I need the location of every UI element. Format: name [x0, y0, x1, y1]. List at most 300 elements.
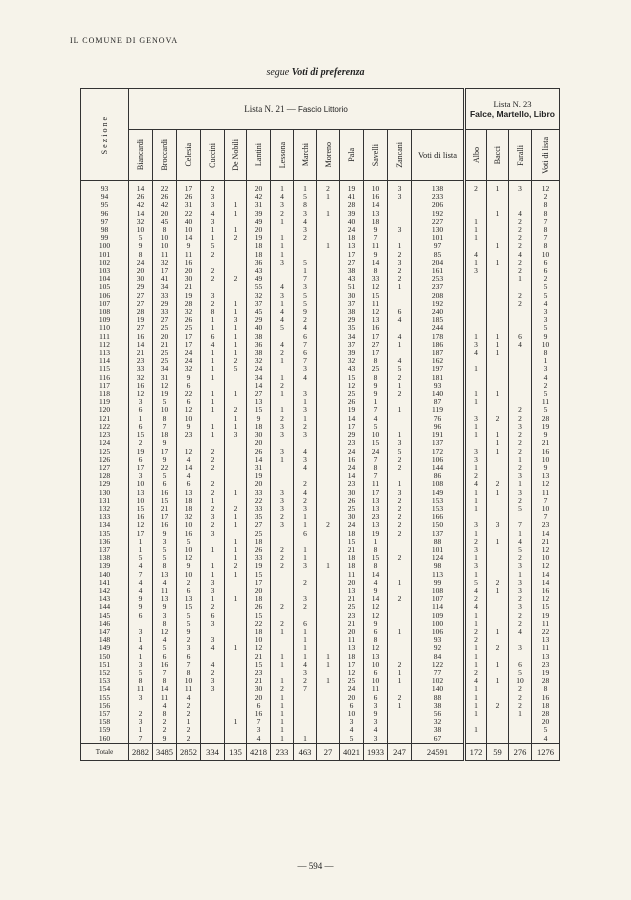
table-row [81, 201, 560, 209]
table-row [81, 357, 560, 365]
candidate-header: Celesia [177, 130, 201, 181]
vote-cell [487, 374, 509, 382]
vote-cell: 98 [412, 562, 465, 570]
vote-cell: 3 [294, 390, 317, 398]
vote-cell: 5 [271, 324, 294, 332]
vote-cell: 15 [364, 292, 388, 300]
sezione-cell: 100 [81, 242, 129, 250]
vote-cell: 8 [201, 308, 225, 316]
vote-cell: 1 [294, 636, 317, 644]
vote-cell [487, 324, 509, 332]
vote-cell: 3 [465, 562, 487, 570]
vote-cell: 1 [388, 677, 412, 685]
vote-cell: 17 [340, 251, 364, 259]
vote-cell: 21 [129, 349, 153, 357]
vote-cell [271, 669, 294, 677]
vote-cell: 30 [340, 292, 364, 300]
vote-cell: 7 [364, 234, 388, 242]
vote-cell: 1 [487, 628, 509, 636]
sezione-cell: 157 [81, 710, 129, 718]
vote-cell: 40 [177, 218, 201, 226]
vote-cell: 2 [177, 636, 201, 644]
vote-cell: 19 [340, 181, 364, 194]
vote-cell: 3 [201, 292, 225, 300]
vote-cell [271, 226, 294, 234]
vote-cell: 27 [247, 521, 271, 529]
sezione-cell: 123 [81, 431, 129, 439]
vote-cell: 253 [412, 275, 465, 283]
vote-cell: 4 [129, 562, 153, 570]
vote-cell: 21 [532, 538, 560, 546]
vote-cell: 38 [247, 349, 271, 357]
vote-cell: 16 [129, 382, 153, 390]
sezione-cell: 154 [81, 685, 129, 693]
vote-cell: 2 [509, 685, 532, 693]
vote-cell: 1 [388, 579, 412, 587]
table-row [81, 587, 560, 595]
vote-cell [487, 735, 509, 744]
vote-cell: 3 [340, 718, 364, 726]
vote-cell: 1 [271, 677, 294, 685]
vote-cell: 2 [201, 448, 225, 456]
candidate-header: Faralli [509, 130, 532, 181]
vote-cell: 3 [294, 456, 317, 464]
vote-cell: 33 [153, 292, 177, 300]
vote-cell: 14 [364, 201, 388, 209]
vote-cell: 3 [294, 669, 317, 677]
vote-cell: 1 [201, 497, 225, 505]
vote-cell: 2 [465, 636, 487, 644]
vote-cell: 25 [153, 349, 177, 357]
vote-cell: 29 [129, 283, 153, 291]
vote-cell: 5 [388, 365, 412, 373]
vote-cell [388, 685, 412, 693]
vote-cell: 2 [294, 316, 317, 324]
vote-cell: 1 [225, 341, 247, 349]
vote-cell [388, 349, 412, 357]
sezione-cell: 143 [81, 595, 129, 603]
vote-cell [465, 292, 487, 300]
vote-cell [317, 324, 340, 332]
vote-cell: 31 [247, 464, 271, 472]
vote-cell [317, 710, 340, 718]
vote-cell: 13 [247, 398, 271, 406]
vote-cell: 2 [294, 579, 317, 587]
vote-cell: 12 [532, 480, 560, 488]
vote-cell: 13 [153, 571, 177, 579]
vote-cell: 2 [271, 685, 294, 693]
vote-cell [317, 735, 340, 744]
vote-cell [487, 316, 509, 324]
vote-cell: 3 [388, 489, 412, 497]
sezione-cell: 130 [81, 489, 129, 497]
vote-cell: 1 [388, 283, 412, 291]
vote-cell: 19 [532, 612, 560, 620]
vote-cell [317, 497, 340, 505]
vote-cell: 1 [129, 538, 153, 546]
vote-cell: 32 [340, 357, 364, 365]
vote-cell: 25 [153, 324, 177, 332]
vote-cell: 4 [294, 661, 317, 669]
vote-cell: 1 [465, 644, 487, 652]
vote-cell: 13 [340, 644, 364, 652]
vote-cell [201, 702, 225, 710]
sezione-cell: 97 [81, 218, 129, 226]
vote-cell: 2 [509, 234, 532, 242]
vote-cell [317, 464, 340, 472]
vote-cell: 21 [247, 653, 271, 661]
vote-cell: 17 [153, 267, 177, 275]
vote-cell [225, 251, 247, 259]
candidate-header: Marchi [294, 130, 317, 181]
vote-cell: 3 [271, 292, 294, 300]
vote-cell [317, 234, 340, 242]
vote-cell [271, 365, 294, 373]
vote-cell [317, 292, 340, 300]
vote-cell: 2 [177, 726, 201, 734]
vote-cell: 16 [177, 259, 201, 267]
vote-cell: 88 [412, 694, 465, 702]
vote-cell: 4 [153, 702, 177, 710]
vote-cell: 5 [225, 365, 247, 373]
vote-cell [129, 620, 153, 628]
vote-cell: 2 [129, 710, 153, 718]
vote-cell: 15 [364, 439, 388, 447]
vote-cell: 10 [340, 710, 364, 718]
candidate-header: Cuccini [201, 130, 225, 181]
sezione-cell: 148 [81, 636, 129, 644]
vote-cell [294, 702, 317, 710]
total-cell: 1933 [364, 743, 388, 760]
vote-cell: 32 [153, 259, 177, 267]
vote-cell: 6 [294, 349, 317, 357]
vote-cell: 1 [465, 423, 487, 431]
vote-cell: 19 [177, 292, 201, 300]
vote-cell: 1 [129, 653, 153, 661]
vote-cell: 7 [364, 406, 388, 414]
vote-cell: 7 [509, 521, 532, 529]
vote-cell: 4 [509, 628, 532, 636]
table-row [81, 571, 560, 579]
table-row [81, 439, 560, 447]
vote-cell [225, 669, 247, 677]
vote-cell: 32 [177, 513, 201, 521]
vote-cell: 1 [225, 521, 247, 529]
vote-cell: 9 [364, 251, 388, 259]
vote-cell: 106 [412, 628, 465, 636]
sezione-cell: 112 [81, 341, 129, 349]
vote-cell [317, 415, 340, 423]
vote-cell [271, 538, 294, 546]
vote-cell [487, 603, 509, 611]
vote-cell: 208 [412, 292, 465, 300]
vote-cell: 3 [509, 587, 532, 595]
vote-cell [465, 275, 487, 283]
vote-cell [271, 571, 294, 579]
vote-cell: 36 [247, 259, 271, 267]
table-row [81, 661, 560, 669]
page-number: — 594 — [297, 861, 334, 871]
vote-cell: 1 [487, 181, 509, 194]
vote-cell: 1 [271, 726, 294, 734]
vote-cell: 10 [364, 661, 388, 669]
vote-cell: 3 [364, 735, 388, 744]
vote-cell: 2 [509, 612, 532, 620]
vote-cell: 2 [465, 595, 487, 603]
vote-cell: 11 [364, 480, 388, 488]
vote-cell: 96 [412, 423, 465, 431]
vote-cell: 1 [388, 480, 412, 488]
vote-cell: 4 [294, 218, 317, 226]
sezione-cell: 146 [81, 620, 129, 628]
vote-cell: 2 [201, 267, 225, 275]
vote-cell: 1 [294, 644, 317, 652]
sezione-cell: 147 [81, 628, 129, 636]
vote-cell: 1 [129, 726, 153, 734]
vote-cell: 1 [388, 341, 412, 349]
table-row [81, 677, 560, 685]
vote-cell: 27 [129, 300, 153, 308]
vote-cell: 12 [364, 644, 388, 652]
vote-cell: 4 [532, 374, 560, 382]
vote-cell: 17 [364, 349, 388, 357]
vote-cell [487, 464, 509, 472]
vote-cell: 1 [465, 497, 487, 505]
vote-cell: 11 [129, 685, 153, 693]
table-row [81, 308, 560, 316]
vote-cell: 4 [465, 603, 487, 611]
vote-cell: 49 [247, 275, 271, 283]
total-cell: 2882 [129, 743, 153, 760]
table-row [81, 505, 560, 513]
vote-cell: 10 [153, 234, 177, 242]
candidate-header: Voti di lista [532, 130, 560, 181]
vote-cell: 67 [412, 735, 465, 744]
vote-cell: 32 [247, 292, 271, 300]
vote-cell [317, 685, 340, 693]
vote-cell [317, 530, 340, 538]
candidate-header: Lantini [247, 130, 271, 181]
sezione-cell: 98 [81, 226, 129, 234]
sezione-cell: 136 [81, 538, 129, 546]
vote-cell [388, 620, 412, 628]
vote-cell: 99 [412, 579, 465, 587]
table-row [81, 275, 560, 283]
vote-cell: 7 [532, 234, 560, 242]
vote-cell: 2 [177, 735, 201, 744]
vote-cell [271, 636, 294, 644]
vote-cell: 4 [294, 464, 317, 472]
vote-cell: 2 [509, 595, 532, 603]
vote-cell [487, 669, 509, 677]
vote-cell: 10 [509, 677, 532, 685]
vote-cell: 1 [294, 521, 317, 529]
vote-cell: 9 [364, 382, 388, 390]
vote-cell: 3 [225, 316, 247, 324]
vote-cell: 1 [201, 390, 225, 398]
vote-cell: 178 [412, 333, 465, 341]
vote-cell [487, 513, 509, 521]
vote-cell: 39 [340, 210, 364, 218]
vote-cell: 4 [509, 251, 532, 259]
vote-cell [465, 439, 487, 447]
vote-cell [317, 472, 340, 480]
sezione-cell: 125 [81, 448, 129, 456]
vote-cell: 13 [532, 636, 560, 644]
vote-cell [225, 702, 247, 710]
vote-cell: 3 [177, 644, 201, 652]
vote-cell: 4 [271, 193, 294, 201]
vote-cell: 14 [129, 181, 153, 194]
vote-cell: 5 [294, 193, 317, 201]
vote-cell [465, 316, 487, 324]
vote-cell [317, 300, 340, 308]
vote-cell: 41 [340, 193, 364, 201]
vote-cell: 6 [364, 669, 388, 677]
vote-cell: 3 [509, 579, 532, 587]
vote-cell: 18 [532, 702, 560, 710]
vote-cell: 8 [364, 562, 388, 570]
vote-cell: 33 [153, 308, 177, 316]
vote-cell: 18 [340, 234, 364, 242]
table-row [81, 480, 560, 488]
vote-cell: 6 [153, 480, 177, 488]
vote-cell: 9 [247, 415, 271, 423]
vote-cell [201, 538, 225, 546]
vote-cell: 26 [177, 193, 201, 201]
vote-cell: 27 [153, 316, 177, 324]
vote-cell: 37 [340, 341, 364, 349]
vote-cell: 17 [129, 464, 153, 472]
table-row [81, 193, 560, 201]
vote-cell: 14 [340, 472, 364, 480]
vote-cell: 6 [247, 702, 271, 710]
vote-cell: 38 [412, 726, 465, 734]
vote-cell: 2 [201, 505, 225, 513]
vote-cell: 13 [340, 587, 364, 595]
table-row [81, 636, 560, 644]
vote-cell: 7 [532, 218, 560, 226]
vote-cell [487, 554, 509, 562]
vote-cell [317, 489, 340, 497]
vote-cell: 1 [317, 210, 340, 218]
vote-cell: 28 [340, 201, 364, 209]
sezione-cell: 102 [81, 259, 129, 267]
vote-cell [317, 382, 340, 390]
vote-cell [317, 423, 340, 431]
vote-cell: 6 [129, 406, 153, 414]
vote-cell: 2 [509, 497, 532, 505]
vote-cell: 1 [532, 357, 560, 365]
table-row [81, 702, 560, 710]
vote-cell: 2 [225, 505, 247, 513]
vote-cell: 1 [364, 398, 388, 406]
vote-cell: 16 [129, 513, 153, 521]
vote-cell [271, 439, 294, 447]
vote-cell: 12 [153, 628, 177, 636]
vote-cell [487, 505, 509, 513]
vote-cell: 2 [509, 415, 532, 423]
vote-cell [225, 685, 247, 693]
vote-cell [487, 685, 509, 693]
vote-cell [317, 365, 340, 373]
vote-cell: 2 [509, 292, 532, 300]
vote-cell: 108 [412, 587, 465, 595]
vote-cell: 40 [340, 218, 364, 226]
vote-cell [129, 702, 153, 710]
vote-cell: 27 [340, 259, 364, 267]
vote-cell [317, 505, 340, 513]
vote-cell: 1 [201, 431, 225, 439]
vote-cell: 5 [153, 546, 177, 554]
vote-cell: 1 [225, 571, 247, 579]
vote-cell: 1 [201, 357, 225, 365]
vote-cell: 4 [465, 677, 487, 685]
vote-cell: 1 [225, 324, 247, 332]
table-row [81, 628, 560, 636]
vote-cell [225, 398, 247, 406]
vote-cell: 14 [129, 210, 153, 218]
sezione-cell: 103 [81, 267, 129, 275]
vote-cell: 101 [412, 546, 465, 554]
vote-cell: 25 [340, 390, 364, 398]
vote-cell [317, 636, 340, 644]
vote-cell: 13 [364, 505, 388, 513]
vote-cell: 45 [247, 308, 271, 316]
vote-cell: 29 [247, 316, 271, 324]
vote-cell: 51 [340, 283, 364, 291]
vote-cell: 4 [465, 349, 487, 357]
vote-cell: 4 [388, 357, 412, 365]
table-row [81, 521, 560, 529]
vote-cell: 1 [465, 218, 487, 226]
vote-cell: 11 [532, 620, 560, 628]
vote-cell [294, 694, 317, 702]
vote-cell [294, 726, 317, 734]
vote-cell [388, 218, 412, 226]
vote-cell: 113 [412, 571, 465, 579]
subtitle-main: Voti di preferenza [291, 67, 365, 78]
vote-cell [317, 374, 340, 382]
vote-cell: 140 [412, 685, 465, 693]
table-row [81, 685, 560, 693]
vote-cell: 33 [247, 554, 271, 562]
vote-cell [509, 283, 532, 291]
preference-votes-table [80, 88, 560, 761]
vote-cell: 3 [129, 398, 153, 406]
vote-cell: 1 [465, 571, 487, 579]
vote-cell: 7 [532, 513, 560, 521]
list23-label: Lista N. 23 [493, 99, 532, 109]
vote-cell: 3 [201, 685, 225, 693]
vote-cell [317, 267, 340, 275]
vote-cell: 37 [340, 300, 364, 308]
vote-cell: 3 [465, 546, 487, 554]
vote-cell: 1 [225, 390, 247, 398]
vote-cell: 1 [225, 349, 247, 357]
vote-cell: 162 [412, 357, 465, 365]
vote-cell: 5 [532, 292, 560, 300]
vote-cell: 8 [153, 677, 177, 685]
vote-cell: 2 [532, 193, 560, 201]
vote-cell: 35 [340, 324, 364, 332]
vote-cell: 2 [509, 242, 532, 250]
vote-cell [225, 456, 247, 464]
vote-cell: 2 [271, 382, 294, 390]
vote-cell [294, 472, 317, 480]
vote-cell [388, 472, 412, 480]
vote-cell: 3 [129, 472, 153, 480]
